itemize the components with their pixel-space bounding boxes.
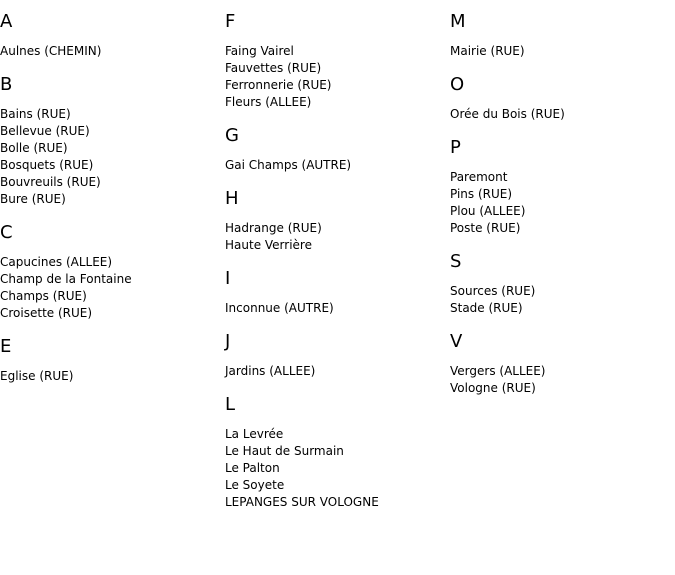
street-list	[225, 363, 447, 380]
street-item: Jardins (ALLEE)	[225, 364, 316, 378]
letter-group	[450, 74, 672, 123]
letter-heading: P	[450, 137, 461, 158]
letter-heading: B	[0, 74, 13, 95]
street-item: La Levrée	[225, 427, 284, 441]
street-item: Bosquets (RUE)	[0, 158, 94, 172]
street-item: Sources (RUE)	[450, 284, 536, 298]
street-list	[0, 368, 222, 385]
street-list	[225, 43, 447, 111]
letter-group	[225, 394, 447, 511]
letter-heading: J	[225, 331, 231, 352]
street-list	[450, 169, 672, 237]
street-list	[225, 300, 447, 317]
street-list	[0, 106, 222, 208]
street-list	[450, 363, 672, 397]
letter-heading: E	[0, 336, 12, 357]
street-list	[225, 426, 447, 511]
street-item: Bure (RUE)	[0, 192, 66, 206]
letter-heading: V	[450, 331, 463, 352]
street-item: Champs (RUE)	[0, 289, 87, 303]
index-column	[0, 11, 222, 399]
letter-group	[225, 11, 447, 111]
letter-group	[225, 188, 447, 254]
street-item: Le Palton	[225, 461, 280, 475]
street-item: Le Soyete	[225, 478, 285, 492]
letter-heading: L	[225, 394, 236, 415]
letter-group	[0, 11, 222, 60]
index-column	[225, 11, 447, 525]
letter-group	[225, 331, 447, 380]
letter-group	[450, 11, 672, 60]
letter-heading: O	[450, 74, 465, 95]
street-item: Croisette (RUE)	[0, 306, 93, 320]
street-item: LEPANGES SUR VOLOGNE	[225, 495, 379, 509]
street-list	[225, 220, 447, 254]
street-item: Eglise (RUE)	[0, 369, 74, 383]
street-item: Pins (RUE)	[450, 187, 513, 201]
letter-group	[225, 268, 447, 317]
letter-group	[0, 74, 222, 208]
street-item: Mairie (RUE)	[450, 44, 525, 58]
street-list	[450, 283, 672, 317]
street-item: Haute Verrière	[225, 238, 312, 252]
letter-group	[225, 125, 447, 174]
street-list	[450, 106, 672, 123]
letter-group	[0, 222, 222, 322]
street-item: Le Haut de Surmain	[225, 444, 344, 458]
street-item: Hadrange (RUE)	[225, 221, 322, 235]
letter-group	[0, 336, 222, 385]
street-list	[0, 254, 222, 322]
street-item: Orée du Bois (RUE)	[450, 107, 565, 121]
letter-heading: F	[225, 11, 236, 32]
street-list	[225, 157, 447, 174]
letter-group	[450, 251, 672, 317]
street-item: Bolle (RUE)	[0, 141, 68, 155]
letter-heading: H	[225, 188, 239, 209]
street-list	[450, 43, 672, 60]
letter-heading: A	[0, 11, 13, 32]
letter-heading: C	[0, 222, 13, 243]
street-item: Inconnue (AUTRE)	[225, 301, 334, 315]
street-item: Stade (RUE)	[450, 301, 523, 315]
street-item: Bains (RUE)	[0, 107, 71, 121]
street-item: Plou (ALLEE)	[450, 204, 526, 218]
street-item: Vologne (RUE)	[450, 381, 536, 395]
street-item: Champ de la Fontaine	[0, 272, 132, 286]
street-item: Capucines (ALLEE)	[0, 255, 113, 269]
street-list	[0, 43, 222, 60]
street-item: Fauvettes (RUE)	[225, 61, 322, 75]
street-item: Paremont	[450, 170, 508, 184]
index-column	[450, 11, 672, 411]
street-item: Bouvreuils (RUE)	[0, 175, 101, 189]
street-item: Vergers (ALLEE)	[450, 364, 546, 378]
street-item: Poste (RUE)	[450, 221, 521, 235]
letter-heading: I	[225, 268, 231, 289]
street-item: Ferronnerie (RUE)	[225, 78, 332, 92]
letter-heading: G	[225, 125, 239, 146]
letter-group	[450, 331, 672, 397]
letter-group	[450, 137, 672, 237]
street-item: Fleurs (ALLEE)	[225, 95, 312, 109]
street-item: Faing Vairel	[225, 44, 294, 58]
letter-heading: S	[450, 251, 462, 272]
street-item: Aulnes (CHEMIN)	[0, 44, 102, 58]
street-item: Bellevue (RUE)	[0, 124, 90, 138]
street-item: Gai Champs (AUTRE)	[225, 158, 352, 172]
letter-heading: M	[450, 11, 466, 32]
